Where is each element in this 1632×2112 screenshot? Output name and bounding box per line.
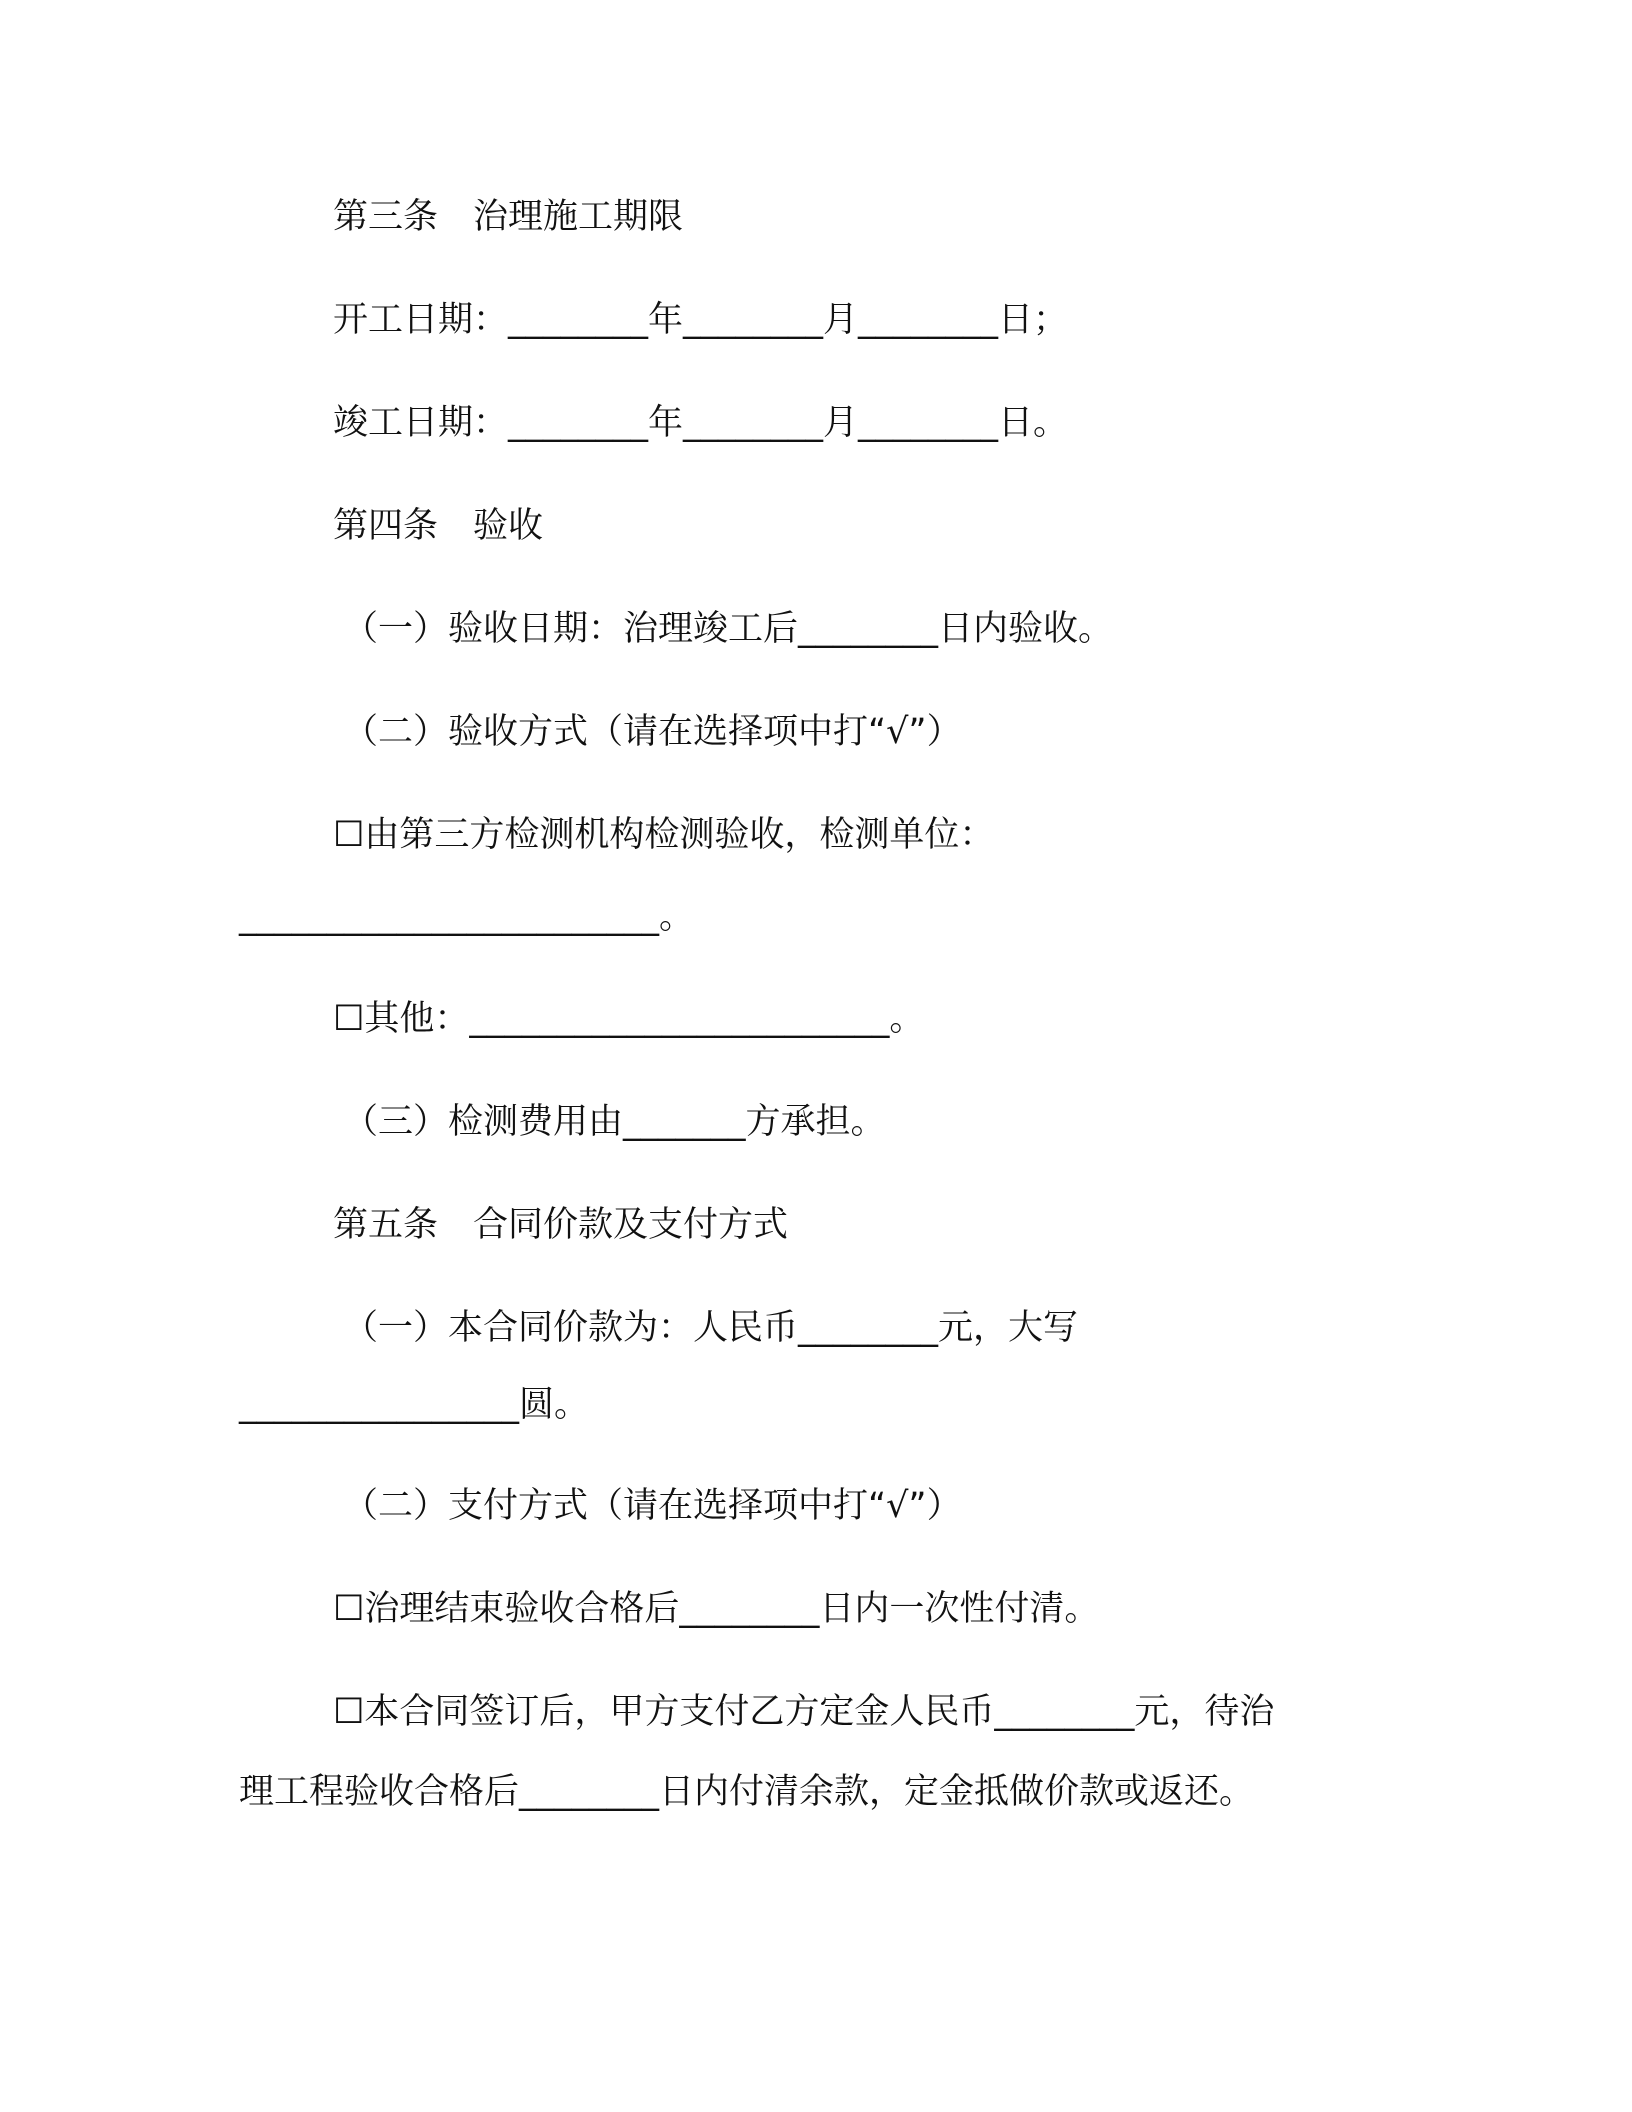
acceptance-date-line: （一）验收日期：治理竣工后________日内验收。 bbox=[343, 609, 1114, 649]
deposit-option-line: ☐本合同签订后，甲方支付乙方定金人民币________元，待治 bbox=[333, 1692, 1275, 1732]
contract-price-line: （一）本合同价款为：人民币________元，大写 bbox=[343, 1308, 1079, 1348]
third-party-option-line: ☐由第三方检测机构检测验收，检测单位： bbox=[333, 815, 995, 855]
contract-price-continuation: ________________圆。 bbox=[239, 1385, 590, 1425]
other-option-line: ☐其他：________________________。 bbox=[333, 999, 925, 1039]
article-4-heading: 第四条 验收 bbox=[333, 506, 544, 546]
start-date-line: 开工日期：________年________月________日； bbox=[333, 300, 1069, 340]
acceptance-method-line: （二）验收方式（请在选择项中打“√”） bbox=[343, 712, 962, 752]
third-party-option-continuation: ________________________。 bbox=[239, 897, 695, 937]
payment-method-line: （二）支付方式（请在选择项中打“√”） bbox=[343, 1486, 962, 1526]
testing-fee-line: （三）检测费用由_______方承担。 bbox=[343, 1102, 886, 1142]
article-5-heading: 第五条 合同价款及支付方式 bbox=[333, 1205, 789, 1245]
article-3-heading: 第三条 治理施工期限 bbox=[333, 197, 684, 237]
lump-sum-option-line: ☐治理结束验收合格后________日内一次性付清。 bbox=[333, 1589, 1100, 1629]
deposit-option-continuation: 理工程验收合格后________日内付清余款，定金抵做价款或返还。 bbox=[239, 1772, 1255, 1812]
end-date-line: 竣工日期：________年________月________日。 bbox=[333, 403, 1069, 443]
